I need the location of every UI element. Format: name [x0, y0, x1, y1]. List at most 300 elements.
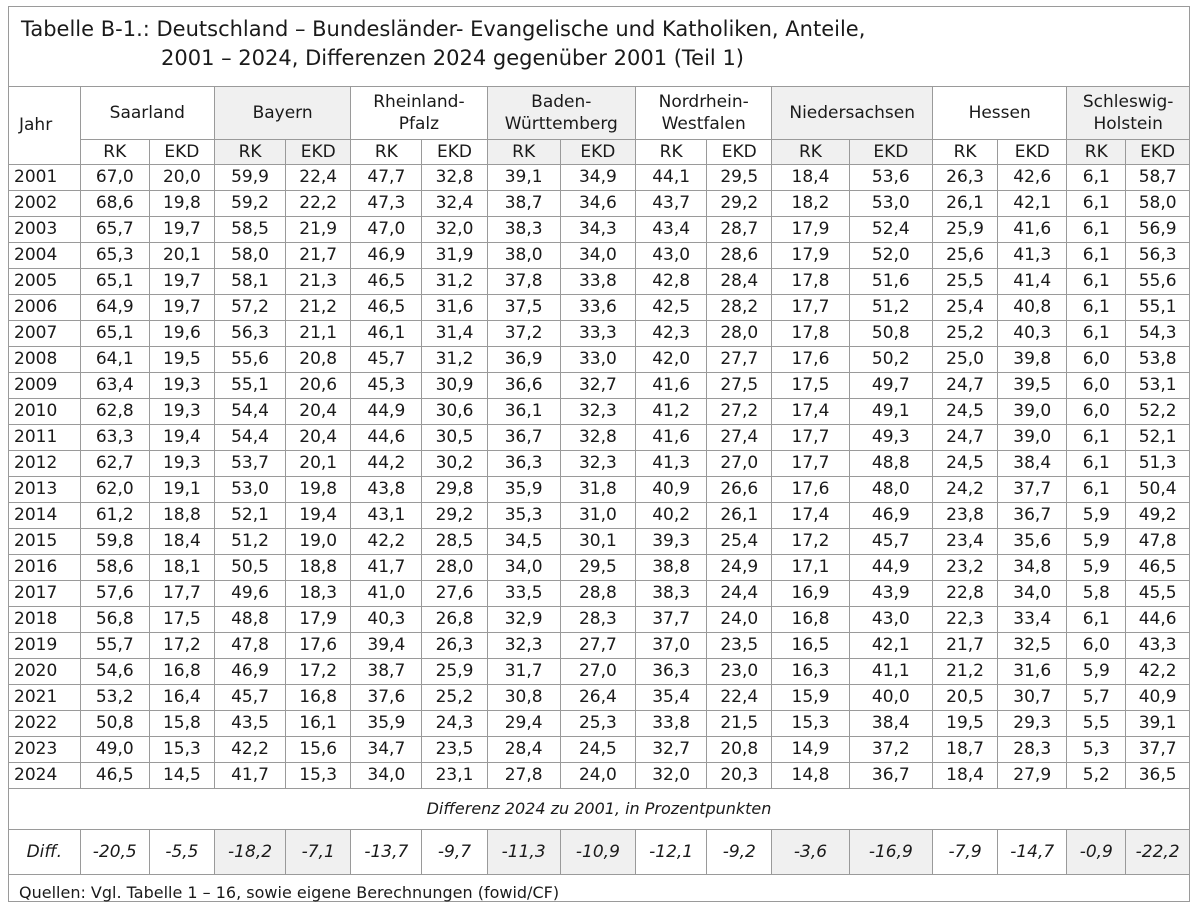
table-title: [9, 7, 1189, 87]
value-cell: 42,8: [636, 268, 707, 294]
table-row: [9, 242, 1189, 268]
value-cell: 29,5: [707, 164, 772, 190]
year-cell: 2005: [9, 268, 80, 294]
value-cell: 54,4: [214, 424, 285, 450]
year-cell: 2012: [9, 450, 80, 476]
value-cell: 15,6: [286, 736, 351, 762]
value-cell: 33,5: [487, 580, 560, 606]
year-cell: 2002: [9, 190, 80, 216]
value-cell: 34,0: [998, 580, 1067, 606]
year-cell: 2006: [9, 294, 80, 320]
value-cell: 50,2: [849, 346, 932, 372]
value-cell: 24,5: [560, 736, 635, 762]
value-cell: 36,7: [849, 762, 932, 788]
value-cell: 19,8: [286, 476, 351, 502]
value-cell: 37,6: [351, 684, 422, 710]
value-cell: 16,8: [286, 684, 351, 710]
value-cell: 58,1: [214, 268, 285, 294]
value-cell: 34,0: [487, 554, 560, 580]
value-cell: 16,4: [149, 684, 214, 710]
year-cell: 2019: [9, 632, 80, 658]
value-cell: 43,7: [636, 190, 707, 216]
value-cell: 42,0: [636, 346, 707, 372]
value-cell: 32,9: [487, 606, 560, 632]
value-cell: 24,0: [560, 762, 635, 788]
value-cell: 21,9: [286, 216, 351, 242]
value-cell: 26,3: [933, 164, 998, 190]
value-cell: 15,8: [149, 710, 214, 736]
value-cell: 32,3: [560, 450, 635, 476]
table-row: [9, 398, 1189, 424]
value-cell: 25,2: [933, 320, 998, 346]
value-cell: 6,1: [1067, 190, 1126, 216]
value-cell: 42,5: [636, 294, 707, 320]
value-cell: 41,3: [636, 450, 707, 476]
value-cell: 33,6: [560, 294, 635, 320]
table-row: [9, 320, 1189, 346]
sub-header-cell: EKD: [707, 139, 772, 164]
value-cell: 36,9: [487, 346, 560, 372]
sub-header-row: [9, 139, 1189, 164]
value-cell: 19,3: [149, 372, 214, 398]
sub-header-cell: EKD: [998, 139, 1067, 164]
value-cell: 33,3: [560, 320, 635, 346]
value-cell: 5,7: [1067, 684, 1126, 710]
state-header: [772, 87, 933, 139]
value-cell: 33,8: [636, 710, 707, 736]
value-cell: 40,9: [1126, 684, 1189, 710]
table-row: [9, 710, 1189, 736]
value-cell: 43,0: [636, 242, 707, 268]
value-cell: 27,9: [998, 762, 1067, 788]
value-cell: 25,9: [933, 216, 998, 242]
value-cell: 46,5: [351, 294, 422, 320]
value-cell: 37,0: [636, 632, 707, 658]
table-row: [9, 450, 1189, 476]
value-cell: 20,4: [286, 424, 351, 450]
value-cell: 20,8: [707, 736, 772, 762]
value-cell: 32,8: [422, 164, 487, 190]
value-cell: 6,1: [1067, 606, 1126, 632]
value-cell: 37,2: [487, 320, 560, 346]
value-cell: 36,3: [636, 658, 707, 684]
table-row: [9, 762, 1189, 788]
year-cell: 2007: [9, 320, 80, 346]
value-cell: 15,9: [772, 684, 849, 710]
value-cell: 38,3: [487, 216, 560, 242]
difference-value: -7,1: [286, 829, 351, 874]
difference-value: -13,7: [351, 829, 422, 874]
value-cell: 40,8: [998, 294, 1067, 320]
value-cell: 27,2: [707, 398, 772, 424]
value-cell: 21,7: [286, 242, 351, 268]
value-cell: 65,1: [80, 320, 149, 346]
value-cell: 58,6: [80, 554, 149, 580]
value-cell: 59,2: [214, 190, 285, 216]
value-cell: 28,0: [707, 320, 772, 346]
value-cell: 45,7: [351, 346, 422, 372]
value-cell: 17,8: [772, 320, 849, 346]
value-cell: 68,6: [80, 190, 149, 216]
value-cell: 5,9: [1067, 554, 1126, 580]
value-cell: 24,4: [707, 580, 772, 606]
value-cell: 53,1: [1126, 372, 1189, 398]
value-cell: 19,6: [149, 320, 214, 346]
value-cell: 37,7: [998, 476, 1067, 502]
difference-value: -16,9: [849, 829, 932, 874]
state-name-line-1: Schleswig-: [1082, 91, 1174, 112]
value-cell: 41,6: [636, 372, 707, 398]
value-cell: 41,4: [998, 268, 1067, 294]
value-cell: 20,1: [286, 450, 351, 476]
value-cell: 21,2: [933, 658, 998, 684]
value-cell: 38,4: [998, 450, 1067, 476]
value-cell: 23,5: [707, 632, 772, 658]
value-cell: 26,4: [560, 684, 635, 710]
value-cell: 36,5: [1126, 762, 1189, 788]
value-cell: 46,5: [1126, 554, 1189, 580]
value-cell: 28,5: [422, 528, 487, 554]
value-cell: 29,3: [998, 710, 1067, 736]
value-cell: 23,1: [422, 762, 487, 788]
value-cell: 58,7: [1126, 164, 1189, 190]
value-cell: 18,7: [933, 736, 998, 762]
value-cell: 5,3: [1067, 736, 1126, 762]
value-cell: 39,1: [1126, 710, 1189, 736]
value-cell: 28,6: [707, 242, 772, 268]
value-cell: 21,1: [286, 320, 351, 346]
value-cell: 14,8: [772, 762, 849, 788]
value-cell: 49,3: [849, 424, 932, 450]
value-cell: 55,7: [80, 632, 149, 658]
value-cell: 17,6: [772, 476, 849, 502]
value-cell: 25,6: [933, 242, 998, 268]
value-cell: 19,8: [149, 190, 214, 216]
value-cell: 36,7: [487, 424, 560, 450]
value-cell: 17,9: [772, 242, 849, 268]
value-cell: 42,1: [849, 632, 932, 658]
value-cell: 16,5: [772, 632, 849, 658]
value-cell: 21,5: [707, 710, 772, 736]
value-cell: 6,1: [1067, 242, 1126, 268]
year-cell: 2020: [9, 658, 80, 684]
state-name-line-1: Baden-: [531, 91, 592, 112]
table-row: [9, 216, 1189, 242]
value-cell: 23,4: [933, 528, 998, 554]
year-cell: 2003: [9, 216, 80, 242]
value-cell: 57,2: [214, 294, 285, 320]
state-name-line-1: Hessen: [968, 102, 1031, 123]
value-cell: 47,3: [351, 190, 422, 216]
value-cell: 31,4: [422, 320, 487, 346]
sub-header-cell: EKD: [149, 139, 214, 164]
value-cell: 25,4: [933, 294, 998, 320]
value-cell: 56,3: [1126, 242, 1189, 268]
value-cell: 28,0: [422, 554, 487, 580]
value-cell: 36,1: [487, 398, 560, 424]
value-cell: 38,0: [487, 242, 560, 268]
value-cell: 19,4: [286, 502, 351, 528]
year-cell: 2011: [9, 424, 80, 450]
value-cell: 53,7: [214, 450, 285, 476]
sub-header-cell: RK: [636, 139, 707, 164]
value-cell: 27,7: [560, 632, 635, 658]
table-row: [9, 164, 1189, 190]
value-cell: 37,2: [849, 736, 932, 762]
value-cell: 18,1: [149, 554, 214, 580]
value-cell: 30,1: [560, 528, 635, 554]
value-cell: 23,2: [933, 554, 998, 580]
value-cell: 34,5: [487, 528, 560, 554]
value-cell: 15,3: [286, 762, 351, 788]
value-cell: 6,1: [1067, 216, 1126, 242]
value-cell: 45,7: [214, 684, 285, 710]
value-cell: 56,9: [1126, 216, 1189, 242]
value-cell: 52,4: [849, 216, 932, 242]
year-cell: 2008: [9, 346, 80, 372]
title-line-2: 2001 – 2024, Differenzen 2024 gegenüber 2001 (Teil 1): [161, 46, 744, 70]
value-cell: 62,8: [80, 398, 149, 424]
value-cell: 47,7: [351, 164, 422, 190]
value-cell: 28,8: [560, 580, 635, 606]
value-cell: 49,0: [80, 736, 149, 762]
value-cell: 17,2: [286, 658, 351, 684]
year-cell: 2001: [9, 164, 80, 190]
value-cell: 49,1: [849, 398, 932, 424]
year-cell: 2021: [9, 684, 80, 710]
value-cell: 57,6: [80, 580, 149, 606]
year-header: Jahr: [9, 87, 80, 164]
value-cell: 40,3: [998, 320, 1067, 346]
value-cell: 46,9: [214, 658, 285, 684]
value-cell: 21,2: [286, 294, 351, 320]
value-cell: 54,6: [80, 658, 149, 684]
value-cell: 15,3: [772, 710, 849, 736]
value-cell: 41,0: [351, 580, 422, 606]
value-cell: 53,8: [1126, 346, 1189, 372]
value-cell: 18,8: [149, 502, 214, 528]
value-cell: 41,3: [998, 242, 1067, 268]
value-cell: 41,1: [849, 658, 932, 684]
state-header: [351, 87, 487, 139]
value-cell: 5,9: [1067, 502, 1126, 528]
value-cell: 51,2: [849, 294, 932, 320]
value-cell: 27,8: [487, 762, 560, 788]
value-cell: 67,0: [80, 164, 149, 190]
value-cell: 36,3: [487, 450, 560, 476]
value-cell: 34,6: [560, 190, 635, 216]
value-cell: 30,2: [422, 450, 487, 476]
table-row: [9, 632, 1189, 658]
value-cell: 32,0: [636, 762, 707, 788]
value-cell: 55,6: [214, 346, 285, 372]
value-cell: 18,4: [149, 528, 214, 554]
value-cell: 31,2: [422, 268, 487, 294]
year-cell: 2023: [9, 736, 80, 762]
value-cell: 17,7: [149, 580, 214, 606]
value-cell: 29,5: [560, 554, 635, 580]
year-cell: 2014: [9, 502, 80, 528]
value-cell: 25,2: [422, 684, 487, 710]
value-cell: 63,4: [80, 372, 149, 398]
value-cell: 34,0: [560, 242, 635, 268]
value-cell: 31,9: [422, 242, 487, 268]
value-cell: 34,8: [998, 554, 1067, 580]
difference-value: -9,2: [707, 829, 772, 874]
value-cell: 41,6: [998, 216, 1067, 242]
sub-header-cell: EKD: [286, 139, 351, 164]
value-cell: 48,8: [849, 450, 932, 476]
table-row: [9, 294, 1189, 320]
value-cell: 32,7: [636, 736, 707, 762]
value-cell: 19,0: [286, 528, 351, 554]
value-cell: 25,0: [933, 346, 998, 372]
value-cell: 26,8: [422, 606, 487, 632]
value-cell: 51,3: [1126, 450, 1189, 476]
difference-value: -10,9: [560, 829, 635, 874]
year-cell: 2015: [9, 528, 80, 554]
value-cell: 16,1: [286, 710, 351, 736]
value-cell: 38,3: [636, 580, 707, 606]
value-cell: 19,7: [149, 268, 214, 294]
value-cell: 14,5: [149, 762, 214, 788]
value-cell: 25,3: [560, 710, 635, 736]
value-cell: 27,7: [707, 346, 772, 372]
value-cell: 39,0: [998, 398, 1067, 424]
value-cell: 50,5: [214, 554, 285, 580]
table-row: [9, 268, 1189, 294]
value-cell: 32,3: [560, 398, 635, 424]
value-cell: 33,0: [560, 346, 635, 372]
sub-header-cell: EKD: [849, 139, 932, 164]
value-cell: 17,6: [286, 632, 351, 658]
value-cell: 46,5: [351, 268, 422, 294]
value-cell: 6,0: [1067, 632, 1126, 658]
sub-header-cell: RK: [214, 139, 285, 164]
value-cell: 24,0: [707, 606, 772, 632]
value-cell: 42,1: [998, 190, 1067, 216]
value-cell: 31,6: [998, 658, 1067, 684]
value-cell: 38,7: [487, 190, 560, 216]
difference-row: [9, 829, 1189, 874]
value-cell: 17,7: [772, 294, 849, 320]
value-cell: 45,3: [351, 372, 422, 398]
value-cell: 58,5: [214, 216, 285, 242]
value-cell: 41,7: [214, 762, 285, 788]
value-cell: 37,5: [487, 294, 560, 320]
data-table: [9, 87, 1189, 911]
value-cell: 43,1: [351, 502, 422, 528]
table-row: [9, 502, 1189, 528]
table-row: [9, 346, 1189, 372]
state-header: [636, 87, 772, 139]
value-cell: 36,6: [487, 372, 560, 398]
state-name-line-2: Württemberg: [504, 113, 618, 134]
value-cell: 41,6: [636, 424, 707, 450]
value-cell: 46,1: [351, 320, 422, 346]
value-cell: 25,4: [707, 528, 772, 554]
table-frame: [8, 6, 1190, 902]
value-cell: 29,2: [422, 502, 487, 528]
value-cell: 61,2: [80, 502, 149, 528]
value-cell: 22,8: [933, 580, 998, 606]
value-cell: 17,8: [772, 268, 849, 294]
value-cell: 16,9: [772, 580, 849, 606]
state-name-line-1: Saarland: [109, 102, 185, 123]
value-cell: 34,7: [351, 736, 422, 762]
value-cell: 5,8: [1067, 580, 1126, 606]
value-cell: 64,9: [80, 294, 149, 320]
value-cell: 47,8: [1126, 528, 1189, 554]
table-row: [9, 684, 1189, 710]
value-cell: 53,6: [849, 164, 932, 190]
value-cell: 28,3: [998, 736, 1067, 762]
value-cell: 23,5: [422, 736, 487, 762]
value-cell: 50,8: [849, 320, 932, 346]
value-cell: 27,5: [707, 372, 772, 398]
value-cell: 25,9: [422, 658, 487, 684]
table-row: [9, 190, 1189, 216]
value-cell: 6,1: [1067, 450, 1126, 476]
value-cell: 26,1: [933, 190, 998, 216]
value-cell: 32,8: [560, 424, 635, 450]
value-cell: 65,1: [80, 268, 149, 294]
value-cell: 28,7: [707, 216, 772, 242]
difference-value: -5,5: [149, 829, 214, 874]
value-cell: 37,8: [487, 268, 560, 294]
state-header: [487, 87, 636, 139]
value-cell: 56,8: [80, 606, 149, 632]
value-cell: 37,7: [1126, 736, 1189, 762]
value-cell: 19,7: [149, 294, 214, 320]
value-cell: 20,8: [286, 346, 351, 372]
value-cell: 59,8: [80, 528, 149, 554]
value-cell: 52,0: [849, 242, 932, 268]
value-cell: 26,6: [707, 476, 772, 502]
value-cell: 24,9: [707, 554, 772, 580]
value-cell: 30,6: [422, 398, 487, 424]
value-cell: 19,3: [149, 398, 214, 424]
difference-note: Differenz 2024 zu 2001, in Prozentpunkten: [9, 788, 1189, 829]
value-cell: 18,4: [933, 762, 998, 788]
state-name-line-2: Westfalen: [661, 113, 746, 134]
value-cell: 65,7: [80, 216, 149, 242]
value-cell: 27,0: [560, 658, 635, 684]
value-cell: 43,8: [351, 476, 422, 502]
value-cell: 5,9: [1067, 658, 1126, 684]
value-cell: 33,8: [560, 268, 635, 294]
value-cell: 31,2: [422, 346, 487, 372]
value-cell: 24,7: [933, 424, 998, 450]
table-row: [9, 424, 1189, 450]
value-cell: 30,5: [422, 424, 487, 450]
value-cell: 17,5: [149, 606, 214, 632]
value-cell: 33,4: [998, 606, 1067, 632]
value-cell: 43,5: [214, 710, 285, 736]
year-cell: 2009: [9, 372, 80, 398]
year-cell: 2004: [9, 242, 80, 268]
state-name-line-1: Rheinland-: [373, 91, 465, 112]
value-cell: 46,9: [849, 502, 932, 528]
difference-value: -12,1: [636, 829, 707, 874]
value-cell: 40,0: [849, 684, 932, 710]
difference-value: -22,2: [1126, 829, 1189, 874]
value-cell: 43,4: [636, 216, 707, 242]
value-cell: 28,4: [487, 736, 560, 762]
value-cell: 24,7: [933, 372, 998, 398]
value-cell: 51,2: [214, 528, 285, 554]
value-cell: 32,5: [998, 632, 1067, 658]
